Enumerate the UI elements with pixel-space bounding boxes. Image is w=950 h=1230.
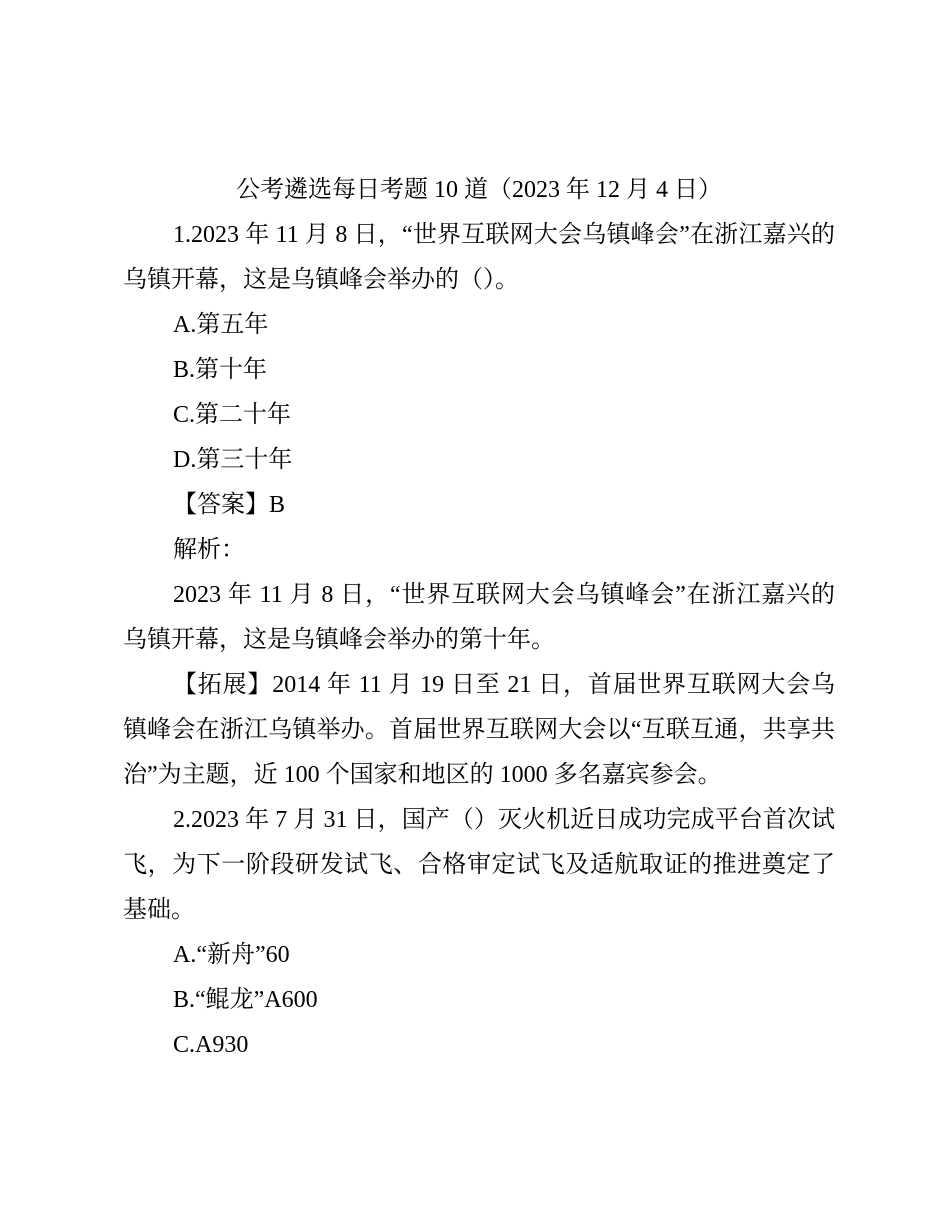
document-body (123, 168, 835, 1068)
question-1-analysis-label: 解析： (173, 537, 245, 563)
question-1-analysis: 2023 年 11 月 8 日，“世界互联网大会乌镇峰会”在浙江嘉兴的乌镇开幕，这是乌镇峰会举办的第十年。 (123, 582, 835, 653)
question-1-option-b: B.第十年 (173, 357, 268, 383)
question-1-extension: 【拓展】2014 年 11 月 19 日至 21 日，首届世界互联网大会乌镇峰会在浙江乌镇举办。首届世界互联网大会以“互联互通，共享共治”为主题，近 100 个国家和地区的 1000 多名嘉宾参会。 (123, 672, 835, 788)
document-title: 公考遴选每日考题 10 道（2023 年 12 月 4 日） (236, 177, 722, 203)
question-2-option-c: C.A930 (173, 1032, 249, 1058)
question-2-stem: 2.2023 年 7 月 31 日，国产（）灭火机近日成功完成平台首次试飞，为下一阶段研发试飞、合格审定试飞及适航取证的推进奠定了基础。 (123, 807, 835, 923)
question-1-answer: 【答案】B (173, 492, 286, 518)
question-2-option-a: A.“新舟”60 (173, 942, 290, 968)
question-1-option-a: A.第五年 (173, 312, 269, 338)
question-1-option-d: D.第三十年 (173, 447, 293, 473)
question-1-option-c: C.第二十年 (173, 402, 292, 428)
question-2-option-b: B.“鲲龙”A600 (173, 987, 318, 1013)
question-1-stem: 1.2023 年 11 月 8 日，“世界互联网大会乌镇峰会”在浙江嘉兴的乌镇开幕，这是乌镇峰会举办的（）。 (123, 222, 835, 293)
